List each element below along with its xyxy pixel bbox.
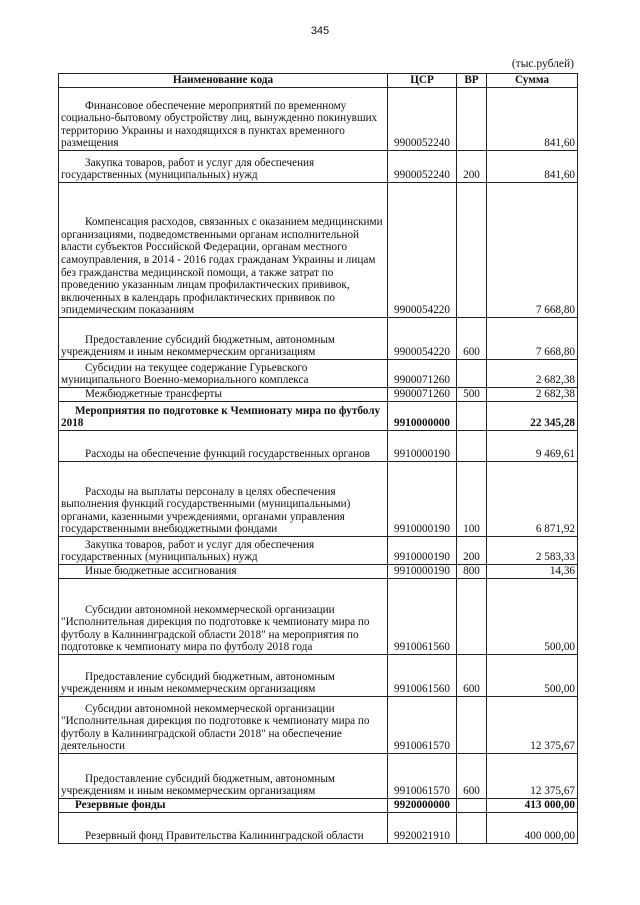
row-name: Закупка товаров, работ и услуг для обеспечения государственных (муниципальных) нужд bbox=[59, 537, 388, 565]
row-vr bbox=[457, 579, 487, 655]
row-sum: 400 000,00 bbox=[487, 813, 578, 844]
row-name: Субсидии автономной некоммерческой организации "Исполнительная дирекция по подготовке к чемпионату мира по футболу в Калининградской области 2018" на мероприятия по подготовке к чемпионату мира по футболу 2018 года bbox=[59, 579, 388, 655]
table-header-row bbox=[59, 74, 578, 88]
row-sum: 2 682,38 bbox=[487, 388, 578, 402]
row-vr bbox=[457, 697, 487, 754]
table-row bbox=[59, 565, 578, 579]
row-vr: 200 bbox=[457, 151, 487, 183]
row-name: Финансовое обеспечение мероприятий по временному социально-бытовому обустройству лиц, вынужденно покинувших территорию Украины и находящихся в пунктах временного размещения bbox=[59, 88, 388, 151]
row-csr: 9920000000 bbox=[388, 799, 457, 813]
header-sum: Сумма bbox=[487, 74, 578, 88]
row-csr: 9900052240 bbox=[388, 151, 457, 183]
row-name: Субсидии на текущее содержание Гурьевского муниципального Военно-мемориального комплекса bbox=[59, 360, 388, 388]
row-csr: 9910000190 bbox=[388, 462, 457, 537]
row-sum: 2 682,38 bbox=[487, 360, 578, 388]
row-vr: 600 bbox=[457, 655, 487, 697]
row-name: Субсидии автономной некоммерческой организации "Исполнительная дирекция по подготовке к чемпионату мира по футболу в Калининградской области 2018" на обеспечение деятельности bbox=[59, 697, 388, 754]
row-csr: 9910061560 bbox=[388, 579, 457, 655]
row-csr: 9910000190 bbox=[388, 431, 457, 462]
row-csr: 9910061570 bbox=[388, 697, 457, 754]
row-csr: 9900071260 bbox=[388, 388, 457, 402]
row-csr: 9910061560 bbox=[388, 655, 457, 697]
row-sum: 12 375,67 bbox=[487, 697, 578, 754]
header-csr: ЦСР bbox=[388, 74, 457, 88]
units-label: (тыс.рублей) bbox=[511, 58, 574, 70]
row-sum: 7 668,80 bbox=[487, 318, 578, 360]
budget-table bbox=[58, 73, 578, 844]
table-row bbox=[59, 402, 578, 431]
table-row bbox=[59, 655, 578, 697]
row-csr: 9910000000 bbox=[388, 402, 457, 431]
row-name: Расходы на обеспечение функций государственных органов bbox=[59, 431, 388, 462]
table-row bbox=[59, 697, 578, 754]
row-sum: 841,60 bbox=[487, 88, 578, 151]
row-name: Иные бюджетные ассигнования bbox=[59, 565, 388, 579]
table-row bbox=[59, 754, 578, 799]
table-row bbox=[59, 88, 578, 151]
row-sum: 500,00 bbox=[487, 579, 578, 655]
row-csr: 9920021910 bbox=[388, 813, 457, 844]
table-row bbox=[59, 360, 578, 388]
row-sum: 14,36 bbox=[487, 565, 578, 579]
row-vr bbox=[457, 183, 487, 318]
row-vr bbox=[457, 360, 487, 388]
row-vr bbox=[457, 88, 487, 151]
row-vr bbox=[457, 431, 487, 462]
row-vr: 200 bbox=[457, 537, 487, 565]
row-sum: 500,00 bbox=[487, 655, 578, 697]
table-row bbox=[59, 318, 578, 360]
row-csr: 9910000190 bbox=[388, 565, 457, 579]
table-row bbox=[59, 462, 578, 537]
row-csr: 9910000190 bbox=[388, 537, 457, 565]
row-csr: 9910061570 bbox=[388, 754, 457, 799]
row-name: Расходы на выплаты персоналу в целях обеспечения выполнения функций государственными (муниципальными) органами, казенными учреждениями, органами управления государственными внебюджетными фондами bbox=[59, 462, 388, 537]
row-vr: 800 bbox=[457, 565, 487, 579]
row-sum: 22 345,28 bbox=[487, 402, 578, 431]
row-sum: 413 000,00 bbox=[487, 799, 578, 813]
row-vr: 600 bbox=[457, 754, 487, 799]
row-name: Резервный фонд Правительства Калининградской области bbox=[59, 813, 388, 844]
row-sum: 6 871,92 bbox=[487, 462, 578, 537]
row-vr bbox=[457, 813, 487, 844]
table-row bbox=[59, 388, 578, 402]
page-number: 345 bbox=[310, 25, 330, 37]
row-sum: 9 469,61 bbox=[487, 431, 578, 462]
table-row bbox=[59, 799, 578, 813]
table-row bbox=[59, 579, 578, 655]
row-vr: 100 bbox=[457, 462, 487, 537]
row-name: Межбюджетные трансферты bbox=[59, 388, 388, 402]
table-row bbox=[59, 151, 578, 183]
row-name: Предоставление субсидий бюджетным, автономным учреждениям и иным некоммерческим организациям bbox=[59, 655, 388, 697]
row-name: Резервные фонды bbox=[59, 799, 388, 813]
row-sum: 841,60 bbox=[487, 151, 578, 183]
row-csr: 9900052240 bbox=[388, 88, 457, 151]
row-csr: 9900054220 bbox=[388, 183, 457, 318]
table-row bbox=[59, 431, 578, 462]
header-name: Наименование кода bbox=[59, 74, 388, 88]
row-name: Мероприятия по подготовке к Чемпионату мира по футболу 2018 bbox=[59, 402, 388, 431]
row-name: Закупка товаров, работ и услуг для обеспечения государственных (муниципальных) нужд bbox=[59, 151, 388, 183]
table-row bbox=[59, 537, 578, 565]
header-vr: ВР bbox=[457, 74, 487, 88]
row-sum: 7 668,80 bbox=[487, 183, 578, 318]
row-name: Компенсация расходов, связанных с оказанием медицинскими организациями, подведомственными органам исполнительной власти субъектов Российской Федерации, органам местного самоуправления, в 2014 - 2016 годах гражданам Украины и лицам без гражданства медицинской помощи, а также затрат по проведению указанным лицам профилактических прививок, включенных в календарь профилактических прививок по эпидемическим показаниям bbox=[59, 183, 388, 318]
row-name: Предоставление субсидий бюджетным, автономным учреждениям и иным некоммерческим организациям bbox=[59, 754, 388, 799]
row-csr: 9900054220 bbox=[388, 318, 457, 360]
row-vr bbox=[457, 799, 487, 813]
row-csr: 9900071260 bbox=[388, 360, 457, 388]
table-row bbox=[59, 813, 578, 844]
row-vr: 600 bbox=[457, 318, 487, 360]
row-vr: 500 bbox=[457, 388, 487, 402]
row-sum: 2 583,33 bbox=[487, 537, 578, 565]
table-row bbox=[59, 183, 578, 318]
row-name: Предоставление субсидий бюджетным, автономным учреждениям и иным некоммерческим организациям bbox=[59, 318, 388, 360]
row-vr bbox=[457, 402, 487, 431]
row-sum: 12 375,67 bbox=[487, 754, 578, 799]
